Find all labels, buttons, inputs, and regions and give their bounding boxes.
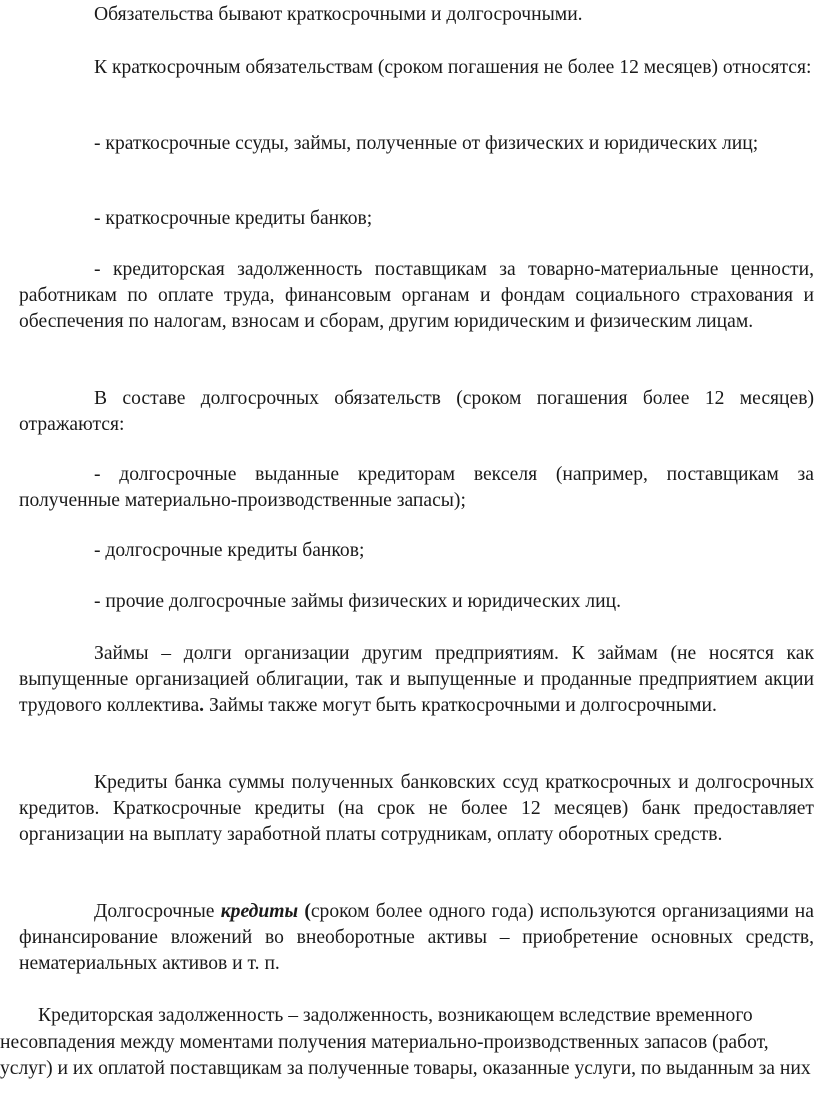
list-item-long-term-bank-credits: - долгосрочные кредиты банков; [94,540,365,561]
paragraph-long-term-heading: В составе долгосрочных обязательств (сроком погашения более 12 месяцев) отражаются: [19,388,814,435]
paragraph-loans-text-b: Займы также могут быть краткосрочными и долгосрочными. [204,695,717,716]
paragraph-long-term-credits-text-a: Долгосрочные [94,901,221,922]
list-item-accounts-payable: - кредиторская задолженность поставщикам за товарно-материальные ценности, работникам по оплате труда, финансовым органам и фондам социального страхования и обеспечения по налогам, взносам и сборам, другим юридическим и физическим лицам. [19,259,814,332]
paragraph-long-term-credits-emphasis: кредиты [220,901,299,922]
paragraph-intro: Обязательства бывают краткосрочными и долгосрочными. [94,4,583,25]
list-item-other-long-term-loans: - прочие долгосрочные займы физических и юридических лиц. [94,591,622,612]
paragraph-bank-credits: Кредиты банка суммы полученных банковских ссуд краткосрочных и долгосрочных кредитов. Краткосрочные кредиты (на срок не более 12 месяцев) банк предоставляет организации на выплату заработной платы сотрудникам, оплату оборотных средств. [19,772,814,845]
paragraph-long-term-credits-text-b: сроком более одного года) используются организациями на финансирование вложений во внеоборотные активы – приобретение основных средств, нематериальных активов и т. п. [19,901,814,974]
paragraph-long-term-credits-paren: ( [298,901,311,922]
paragraph-loans-text-a: Займы – долги организации другим предприятиям. К займам (не носятся как выпущенные организацией облигации, так и выпущенные и проданные предприятием акции трудового коллектива [19,643,814,716]
list-item-short-term-bank-credits: - краткосрочные кредиты банков; [94,208,373,229]
list-item-bills-of-exchange: - долгосрочные выданные кредиторам векселя (например, поставщикам за полученные материально-производственные запасы); [19,464,814,511]
paragraph-long-term-credits [19,899,814,977]
list-item-short-term-loans: - краткосрочные ссуды, займы, полученные от физических и юридических лиц; [94,133,759,154]
paragraph-short-term-heading: К краткосрочным обязательствам (сроком погашения не более 12 месяцев) относятся: [94,57,812,78]
paragraph-accounts-payable-definition: Кредиторская задолженность – задолженность, возникающем вследствие временного несовпадения между моментами получения материально-производственных запасов (работ, услуг) и их оплатой поставщикам за полученные товары, оказанные услуги, по выданным за них [0,1005,811,1079]
paragraph-loans [19,641,814,719]
paragraph-loans-bold-dot: . [199,695,205,716]
